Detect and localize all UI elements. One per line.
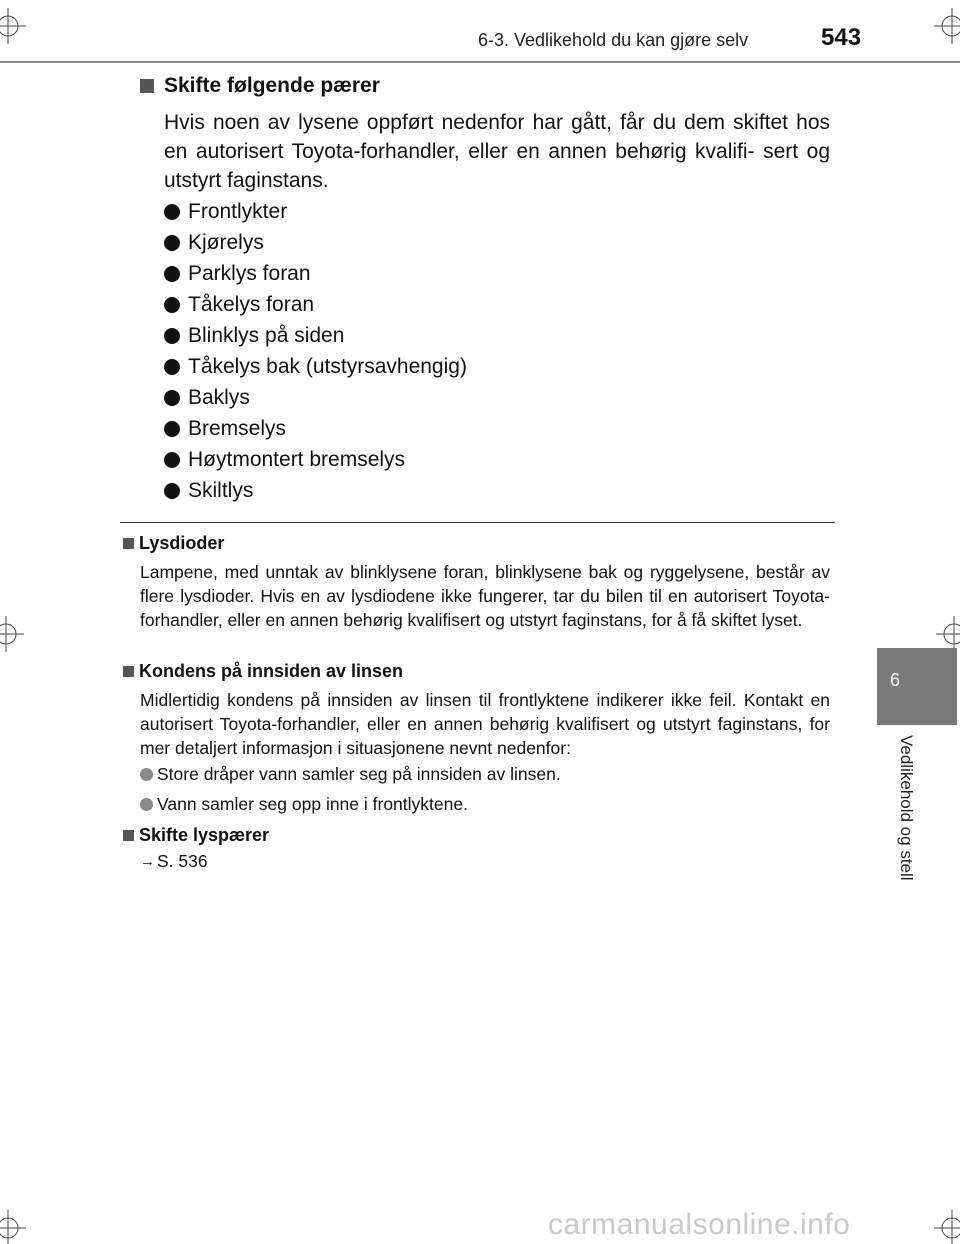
- bullet-dot-icon: [140, 798, 153, 811]
- main-heading-text: Skifte følgende pærer: [164, 74, 380, 97]
- crop-mark-bottom-left: [0, 1204, 40, 1244]
- section-divider: [120, 522, 835, 523]
- main-heading: [140, 74, 380, 98]
- list-item: Vann samler seg opp inne i frontlyktene.: [140, 794, 468, 815]
- list-item: Frontlykter: [164, 196, 830, 227]
- note-text-condensation: Midlertidig kondens på innsiden av linsen til frontlyktene indikerer ikke feil. Kontakt en autorisert Toyota-forhandler, eller en annen behørig kvalifisert og utstyrt faginstans, for mer detaljert informasjon i situasjonene nevnt nedenfor:: [140, 690, 830, 758]
- bullet-dot-icon: [164, 452, 180, 468]
- header-divider: [0, 61, 960, 63]
- crop-mark-top-right: [922, 8, 960, 48]
- bulb-list: [164, 196, 830, 506]
- list-item: Blinklys på siden: [164, 320, 830, 351]
- list-item: Tåkelys bak (utstyrsavhengig): [164, 351, 830, 382]
- bullet-dot-icon: [164, 390, 180, 406]
- page-number: 543: [821, 24, 862, 51]
- list-item: Høytmontert bremselys: [164, 444, 830, 475]
- bullet-dot-icon: [164, 266, 180, 282]
- list-item: Bremselys: [164, 413, 830, 444]
- crop-mark-bottom-right: [922, 1204, 960, 1244]
- note-heading-condensation: Kondens på innsiden av linsen: [123, 661, 403, 682]
- note-text-led: Lampene, med unntak av blinklysene foran, blinklysene bak og ryggelysene, består av flere lysdioder. Hvis en av lysdiodene ikke fungerer, tar du bilen til en autorisert Toyota-forhandler, eller en annen behørig kvalifisert og utstyrt faginstans, for å få skiftet lyset.: [140, 562, 830, 630]
- list-item: Tåkelys foran: [164, 289, 830, 320]
- page-reference-link[interactable]: → S. 536: [140, 851, 208, 871]
- list-item: Baklys: [164, 382, 830, 413]
- main-paragraph: Hvis noen av lysene oppført nedenfor har gått, får du dem skiftet hos en autorisert Toyota-forhandler, eller en annen behørig kvalifi- sert og utstyrt faginstans.: [164, 111, 830, 192]
- section-title: 6-3. Vedlikehold du kan gjøre selv: [478, 30, 749, 50]
- bullet-dot-icon: [164, 359, 180, 375]
- list-item: Skiltlys: [164, 475, 830, 506]
- square-bullet-icon: [123, 830, 134, 841]
- list-item: Kjørelys: [164, 227, 830, 258]
- bullet-dot-icon: [164, 204, 180, 220]
- note-heading-replace: Skifte lyspærer: [123, 825, 269, 846]
- bullet-dot-icon: [164, 235, 180, 251]
- chapter-number: 6: [889, 670, 900, 690]
- watermark: carmanualsonline.info: [548, 1208, 851, 1241]
- square-bullet-icon: [123, 666, 134, 677]
- chapter-label: Vedlikehold og stell: [897, 735, 916, 881]
- bullet-dot-icon: [164, 421, 180, 437]
- bullet-dot-icon: [164, 328, 180, 344]
- arrow-right-icon: →: [140, 853, 155, 870]
- square-bullet-icon: [123, 538, 134, 549]
- list-item: Parklys foran: [164, 258, 830, 289]
- note-heading-led: Lysdioder: [123, 533, 224, 554]
- bullet-dot-icon: [140, 768, 153, 781]
- crop-mark-mid-left: [0, 614, 40, 654]
- crop-mark-top-left: [0, 8, 40, 48]
- square-bullet-icon: [140, 79, 154, 93]
- list-item: Store dråper vann samler seg på innsiden av linsen.: [140, 764, 561, 785]
- bullet-dot-icon: [164, 297, 180, 313]
- bullet-dot-icon: [164, 483, 180, 499]
